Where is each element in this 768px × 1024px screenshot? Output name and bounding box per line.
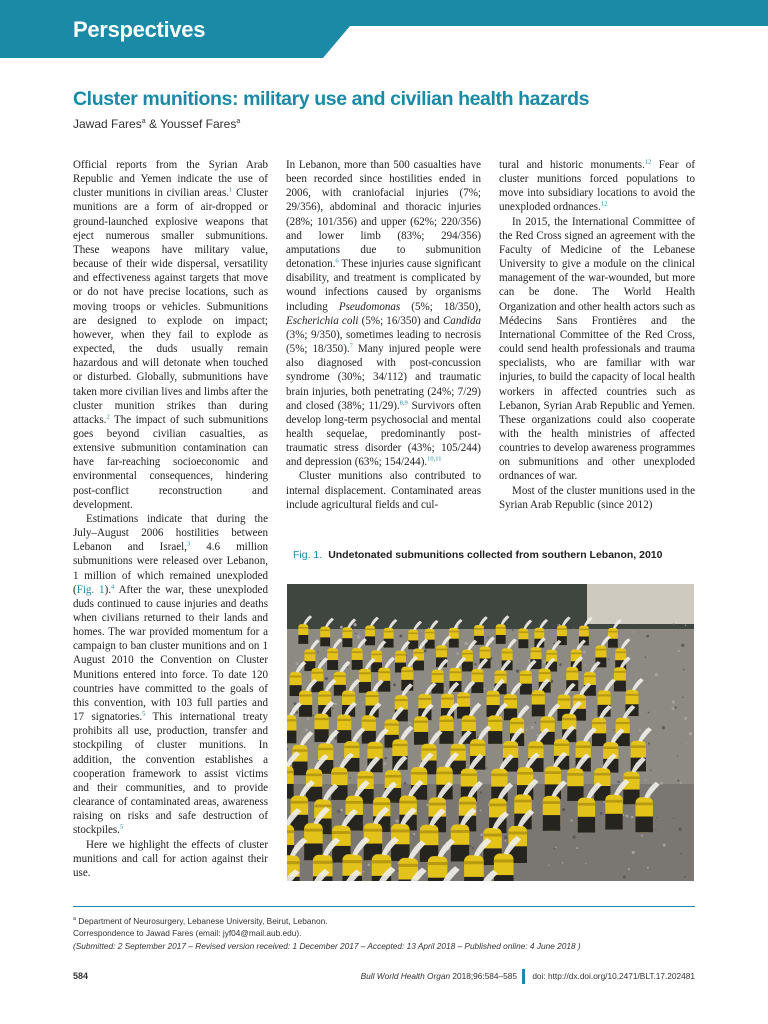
body-column-2 xyxy=(286,158,481,512)
reference-marker[interactable]: 3 xyxy=(186,540,191,548)
doi-link[interactable]: doi: http://dx.doi.org/10.2471/BLT.17.202481 xyxy=(532,971,695,981)
body-paragraph xyxy=(499,484,695,512)
body-column-1 xyxy=(73,158,268,880)
text-run: After the war, these unexploded duds continued to cause injuries and deaths when civilians returned to their lands and homes. The war provided momentum for a campaign to ban cluster munitions and on 1 August 2010 the Convention on Cluster Munitions entered into force. To date 120 countries have committed to the goals of this convention, with 103 full parties and 17 signatories. xyxy=(73,583,268,724)
journal-name: Bull World Health Organ xyxy=(360,971,451,981)
reference-marker[interactable]: 7 xyxy=(349,342,353,350)
text-run: In Lebanon, more than 500 casualties have been recorded since hostilities ended in 2006, with craniofacial injuries (7%; 29/356), abdominal and thoracic injuries (28%; 101/356) and upper (62%; 220/356) and lower limb (83%; 294/356) amputations due to submunition detonation. xyxy=(286,159,481,271)
submunitions-photo-image xyxy=(287,584,694,881)
text-run: Cluster munitions are a form of air-dropped or ground-launched explosive weapons that eject numerous smaller submunitions. These weapons have military value, because of their wide dispersal, versatility and effectiveness against targets that move or do not have precise locations, such as moving troops or vehicles. Submunitions are designed to explode on impact; however, when they fail to explode as expected, the duds usually remain hazardous and will detonate when touched or disturbed. Globally, submunitions have taken more civilian lives and limbs after the cluster munition strikes than during attacks. xyxy=(73,187,268,426)
figure-photo xyxy=(287,584,694,881)
article-authors xyxy=(73,117,240,131)
author-name: Youssef Fares xyxy=(160,117,237,131)
footnote-divider xyxy=(73,906,695,907)
author-name: Jawad Fares xyxy=(73,117,142,131)
body-paragraph xyxy=(73,158,268,512)
figure-caption-text: Undetonated submunitions collected from southern Lebanon, 2010 xyxy=(328,549,663,561)
text-run: (3%; 9/350), sometimes leading to necrosis (5%; 18/350). xyxy=(286,328,481,356)
figure-number: Fig. 1. xyxy=(293,549,323,561)
text-run: Survivors often develop long-term psychosocial and mental health sequelae, predominantly post-traumatic stress disorder (43%; 105/244) and depression (63%; 154/244). xyxy=(286,399,481,469)
text-run: ). xyxy=(104,583,112,596)
reference-marker[interactable]: 5 xyxy=(119,823,124,831)
submission-history: (Submitted: 2 September 2017 – Revised version received: 1 December 2017 – Accepted: 13 April 2018 – Published online: 4 June 2018 ) xyxy=(73,940,581,951)
reference-marker[interactable]: 4 xyxy=(111,583,115,591)
reference-marker[interactable]: 12 xyxy=(600,200,608,208)
text-run: Fear of cluster munitions forced populations to move into subsidiary locations to avoid the unexploded ordnances. xyxy=(499,159,695,214)
author-joiner: & xyxy=(145,117,161,131)
journal-volume: 2018;96:584–585 xyxy=(450,971,517,981)
reference-marker[interactable]: 1 xyxy=(229,186,233,194)
figure-link[interactable]: Fig. 1 xyxy=(76,583,105,596)
text-run: The impact of such submunitions goes beyond civilian casualties, as extensive submunition contamination can have far-reaching socioeconomic and environmental consequences, hindering post-conflict reconstruction and development. xyxy=(73,413,268,511)
text-run: These injuries cause significant disability, and treatment is complicated by wound infections caused by organisms including xyxy=(286,258,481,313)
author-affiliation-mark: a xyxy=(141,118,146,125)
text-run: 4.6 million submunitions were released over Lebanon, 1 million of which remained unexploded ( xyxy=(73,541,269,596)
text-run: In 2015, the International Committee of the Red Cross signed an agreement with the Faculty of Medicine of the Lebanese University to give a module on the clinical management of the war-wounded, but more can be done. The World Health Organization and other health actors such as Médecins Sans Frontières and the International Committee of the Red Cross, could send health professionals and trauma specialists, who are familiar with war injuries, to build the capacity of local health workers in affected countries such as Lebanon, Syrian Arab Republic and Yemen. These organizations could also cooperate with the health ministries of affected countries to develop awareness programmes on submunitions and other unexploded ordnances of war. xyxy=(499,215,695,483)
article-title: Cluster munitions: military use and civilian health hazards xyxy=(73,88,590,110)
body-paragraph xyxy=(499,215,695,484)
affiliation-mark: a xyxy=(73,916,77,922)
reference-marker[interactable]: 2 xyxy=(106,413,110,421)
reference-marker[interactable]: 8,9 xyxy=(399,398,408,406)
body-paragraph xyxy=(73,512,268,838)
doi-divider xyxy=(522,969,525,984)
text-run: This international treaty prohibits all use, production, transfer and stockpiling of cluster munitions. In addition, the convention establishes a cooperation framework to assist victims and their communities, and to provide clearance of contaminated areas, awareness raising on risks and safe destruction of stockpiles. xyxy=(73,711,269,837)
reference-marker[interactable]: 12 xyxy=(644,158,652,166)
section-banner xyxy=(0,0,768,58)
italic-term: Pseudomonas xyxy=(338,300,401,313)
correspondence-note: Correspondence to Jawad Fares (email: jyf04@mail.aub.edu). xyxy=(73,928,302,939)
text-run: (5%; 18/350), xyxy=(400,300,481,313)
figure-caption xyxy=(293,549,703,561)
body-paragraph xyxy=(286,469,481,511)
text-run: Here we highlight the effects of cluster munitions and call for action against their use. xyxy=(73,838,268,879)
reference-marker[interactable]: 6 xyxy=(335,257,339,265)
page-footer xyxy=(73,970,695,984)
text-run: Most of the cluster munitions used in the Syrian Arab Republic (since 2012) xyxy=(499,484,695,511)
body-paragraph xyxy=(73,838,268,880)
text-run: (5%; 16/350) and xyxy=(358,314,443,327)
text-run: Cluster munitions also contributed to internal displacement. Contaminated areas include agricultural fields and cul- xyxy=(286,470,481,511)
text-run: Estimations indicate that during the July–August 2006 hostilities between Lebanon and Israel, xyxy=(73,512,268,554)
body-paragraph xyxy=(286,158,481,469)
body-column-3 xyxy=(499,158,695,512)
section-title: Perspectives xyxy=(73,17,206,42)
italic-term: Escherichia coli xyxy=(286,314,359,327)
text-run: tural and historic monuments. xyxy=(499,159,645,171)
text-run: Many injured people were also diagnosed with post-concussion syndrome (30%; 34/112) and traumatic brain injuries, both penetrating (24%; 7/29) and closed (38%; 11/29). xyxy=(286,343,481,412)
reference-marker[interactable]: 5 xyxy=(142,710,146,718)
text-run: Official reports from the Syrian Arab Republic and Yemen indicate the use of cluster munitions in civilian areas. xyxy=(73,159,268,200)
affiliation-note: Department of Neurosurgery, Lebanese University, Beirut, Lebanon. xyxy=(78,915,328,926)
reference-marker[interactable]: 10,11 xyxy=(427,455,442,463)
page-number: 584 xyxy=(73,971,89,981)
footnotes xyxy=(73,913,695,952)
author-affiliation-mark: a xyxy=(236,118,241,125)
body-paragraph xyxy=(499,158,695,215)
italic-term: Candida xyxy=(442,314,481,327)
journal-citation xyxy=(361,971,517,981)
